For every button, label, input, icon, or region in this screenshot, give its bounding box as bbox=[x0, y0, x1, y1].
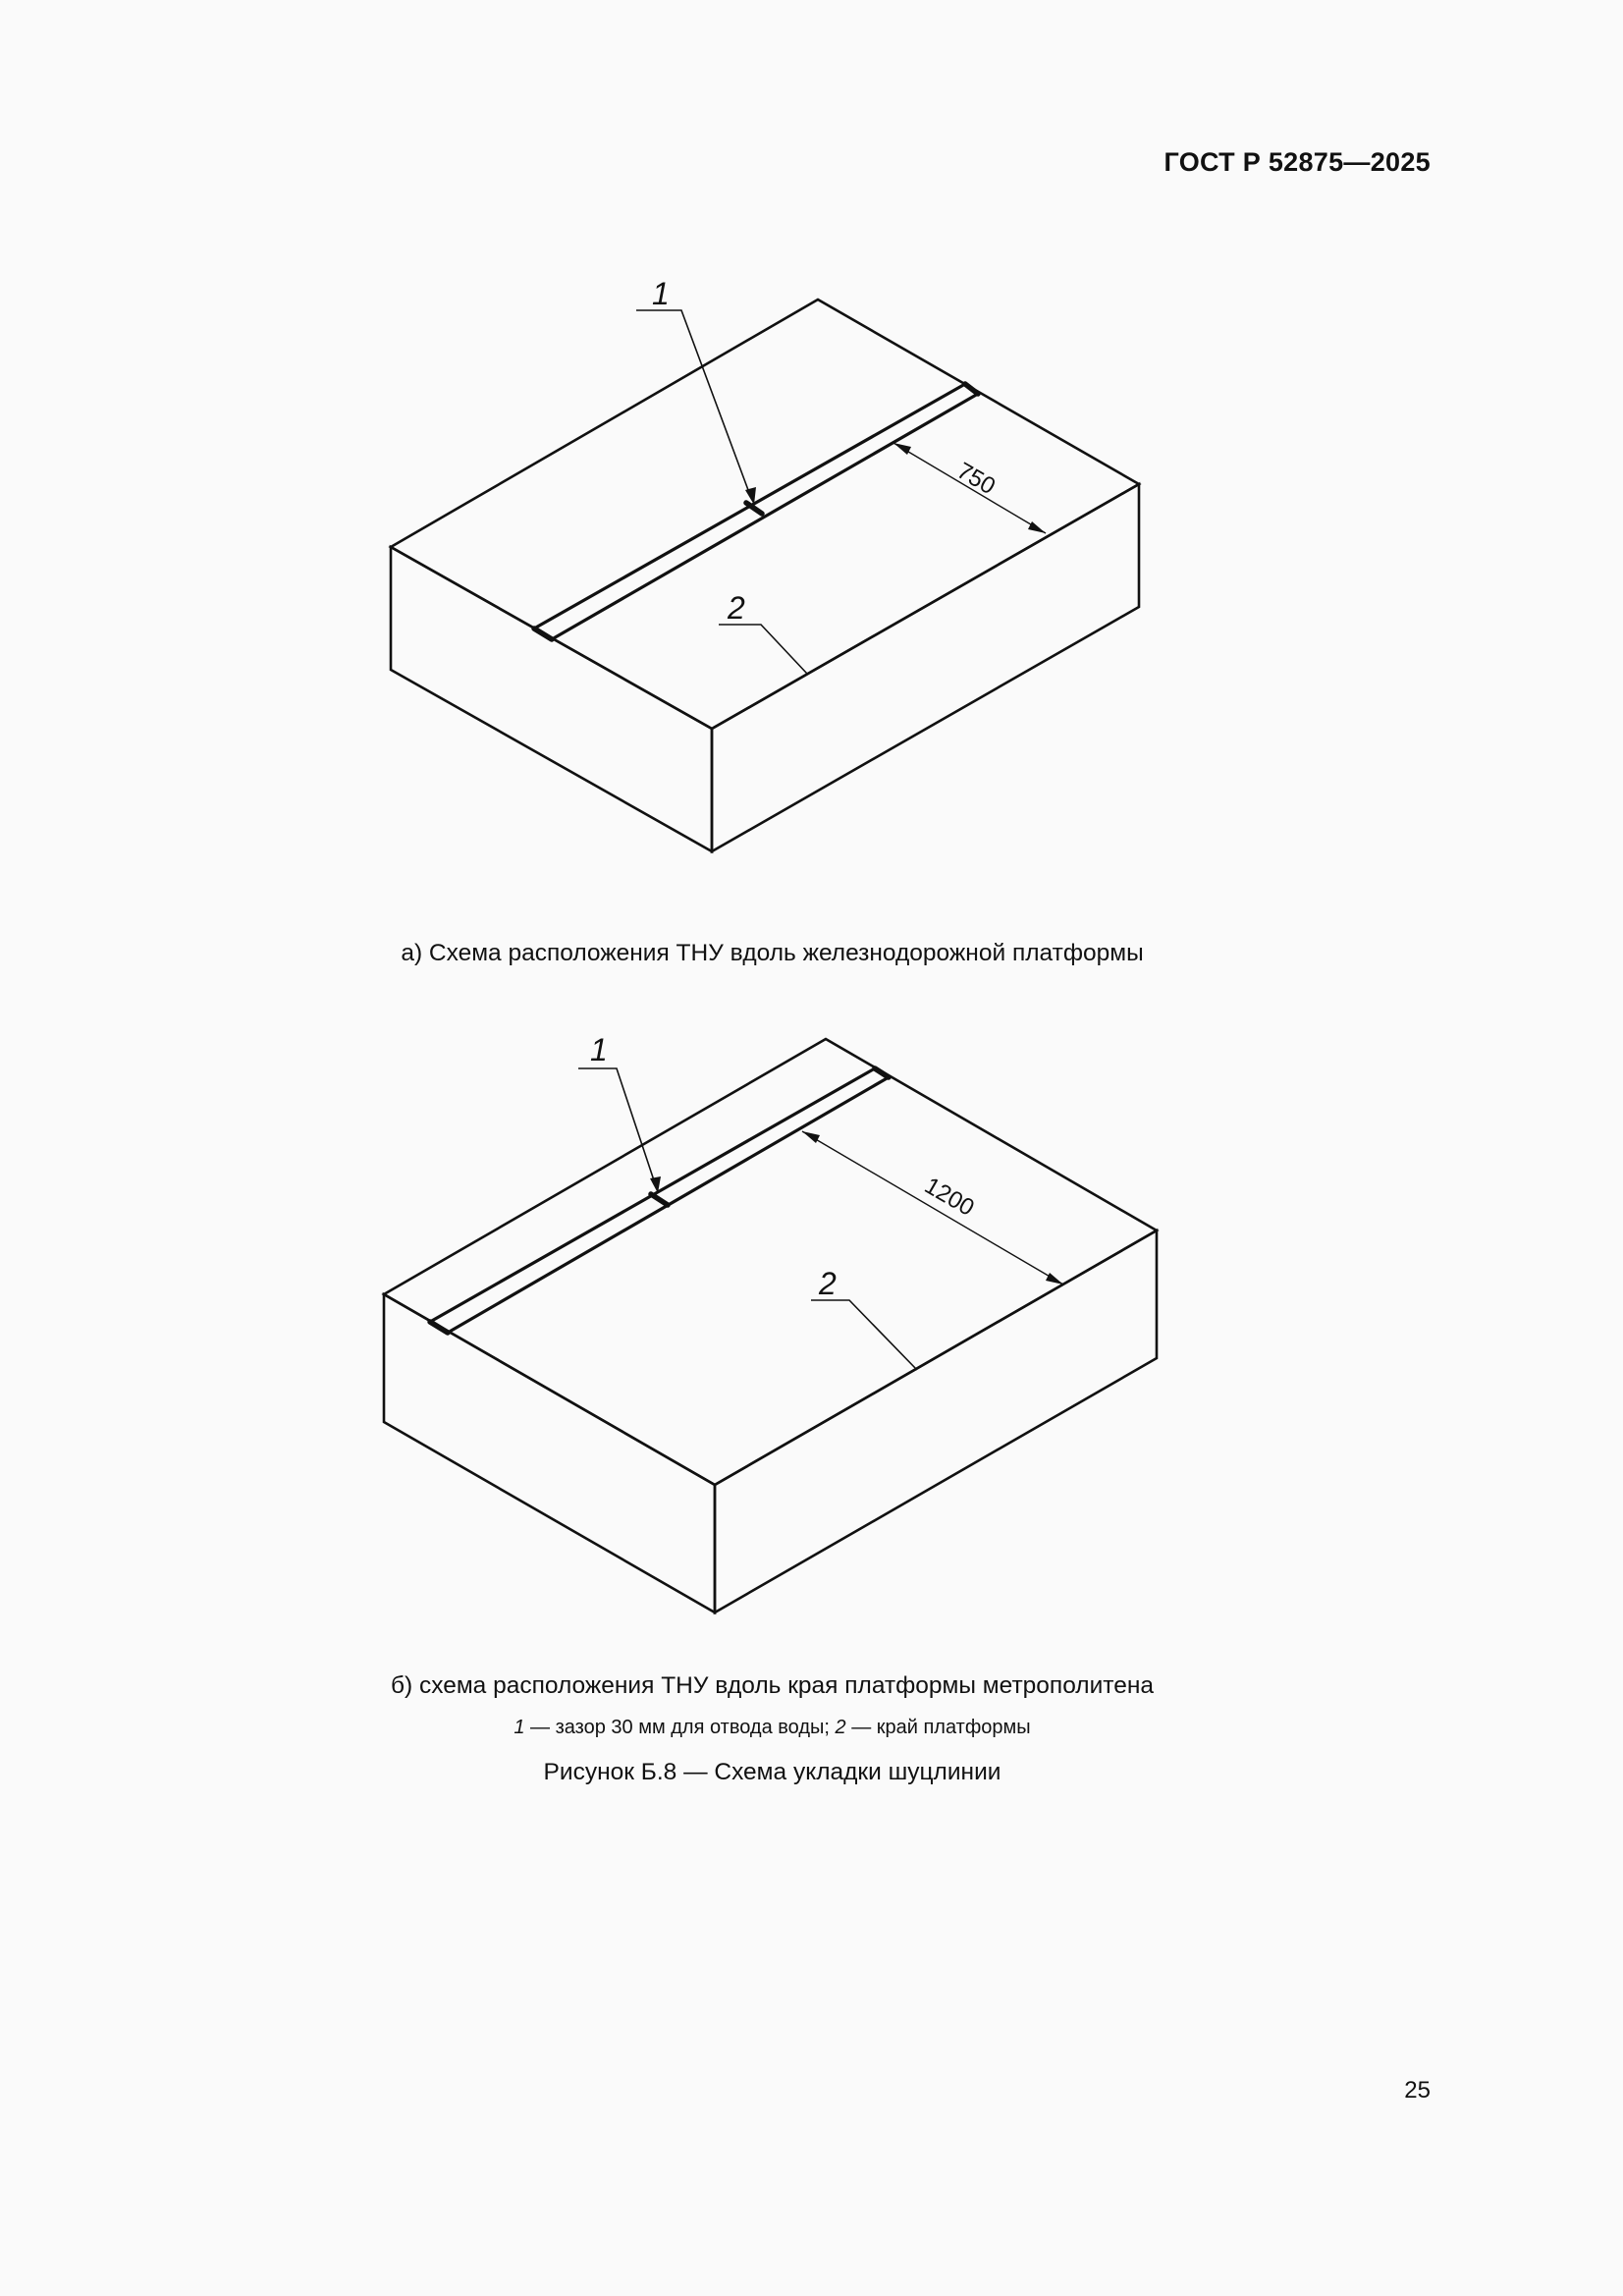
figure-a-callout-2: 2 bbox=[728, 590, 745, 626]
figure-b-caption: б) схема расположения ТНУ вдоль края платформы метрополитена bbox=[390, 1672, 1154, 1699]
figure-b-left-face bbox=[384, 1294, 715, 1613]
figure-a-caption: а) Схема расположения ТНУ вдоль железнодорожной платформы bbox=[401, 940, 1144, 966]
figure-a-leader-1 bbox=[636, 310, 751, 498]
figure-a-leader-2 bbox=[719, 625, 807, 674]
figure-b-callout-1: 1 bbox=[590, 1032, 608, 1067]
figure-b-strip-end-right bbox=[875, 1068, 889, 1077]
figure-b-top-face bbox=[384, 1039, 1157, 1485]
legend-key-2: 2 bbox=[835, 1717, 846, 1738]
figure-a-left-face bbox=[391, 547, 712, 851]
figure-b-callout-2: 2 bbox=[819, 1266, 837, 1301]
figure-b-right-face bbox=[715, 1230, 1157, 1613]
figure-a-dimension-label: 750 bbox=[952, 457, 1001, 501]
figure-a-strip-end-left bbox=[534, 629, 552, 639]
figure-b-dimension-arrow-start bbox=[802, 1131, 820, 1143]
legend-key-1: 1 bbox=[514, 1717, 525, 1738]
document-code: ГОСТ Р 52875—2025 bbox=[1163, 147, 1431, 177]
figure-b-leader-1 bbox=[578, 1068, 656, 1186]
figure-b-leader-2 bbox=[811, 1300, 917, 1370]
figure-b-drawing bbox=[0, 982, 1623, 1669]
figure-a-strip-inner bbox=[552, 394, 978, 639]
figure-a-right-face bbox=[712, 484, 1139, 851]
figure-legend bbox=[0, 1717, 1584, 1739]
page-number: 25 bbox=[1404, 2077, 1431, 2104]
legend-text-1: — зазор 30 мм для отвода воды; bbox=[524, 1717, 836, 1738]
figure-title: Рисунок Б.8 — Схема укладки шуцлинии bbox=[543, 1759, 1001, 1785]
figure-a-drawing bbox=[0, 0, 1623, 982]
figure-a-dimension-arrow-start bbox=[893, 443, 911, 455]
figure-b-dimension-label: 1200 bbox=[920, 1172, 979, 1222]
figure-a-strip-end-right bbox=[965, 384, 978, 394]
figure-a-dimension-arrow-end bbox=[1028, 521, 1046, 533]
figure-a-top-face bbox=[391, 300, 1139, 729]
figure-b-dimension-arrow-end bbox=[1046, 1273, 1063, 1285]
figure-a-callout-1: 1 bbox=[652, 276, 670, 311]
figure-b-gap-marker bbox=[651, 1194, 668, 1205]
figure-b-strip-end-left bbox=[430, 1322, 448, 1333]
legend-text-2: — край платформы bbox=[845, 1717, 1031, 1738]
